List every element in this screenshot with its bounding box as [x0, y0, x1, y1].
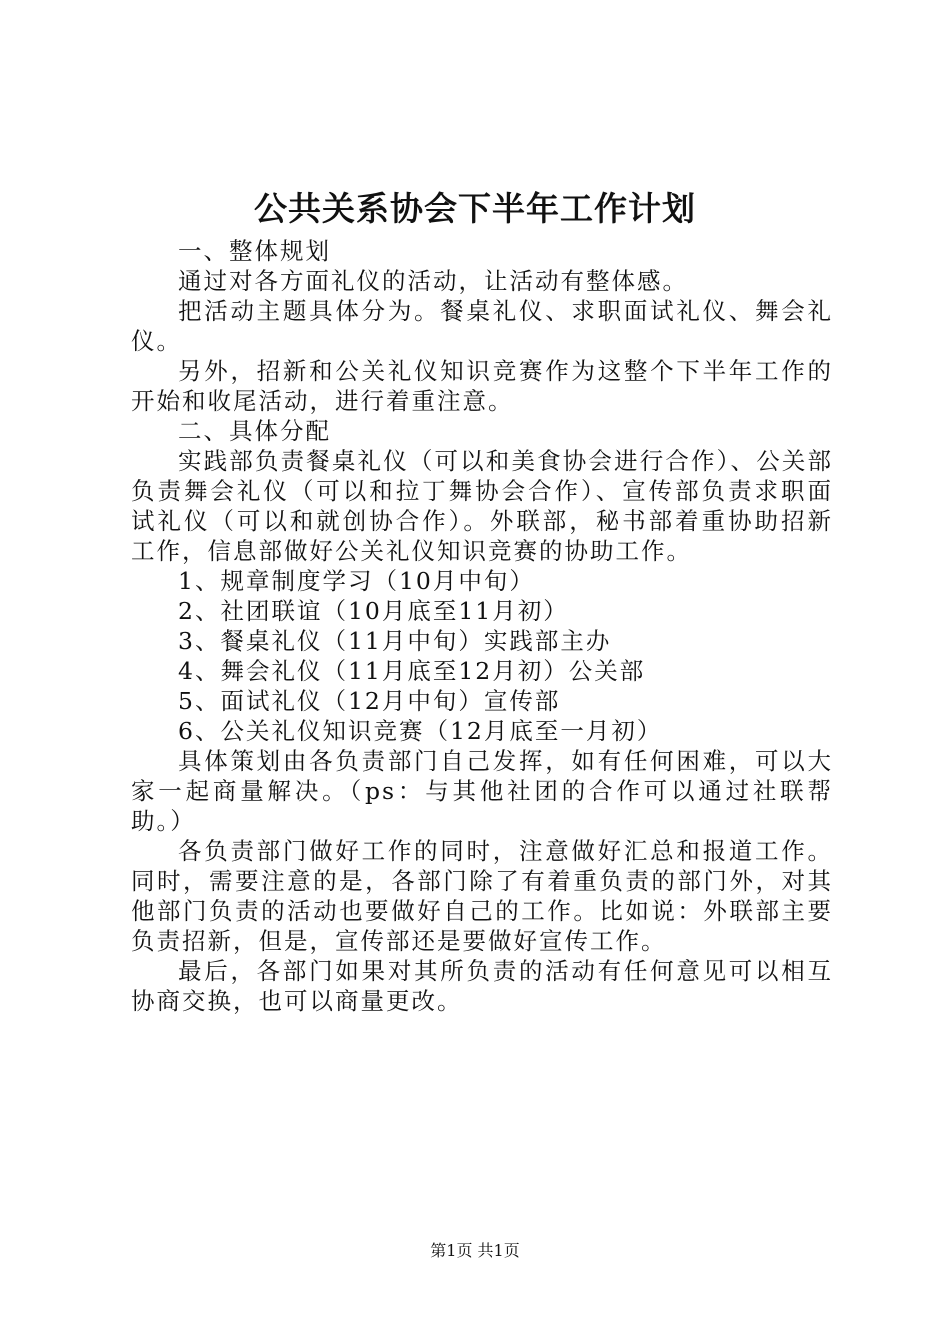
list-item: 3、餐桌礼仪（11月中旬）实践部主办 [178, 627, 612, 655]
paragraph: 具体策划由各负责部门自己发挥，如有任何困难，可以大家一起商量解决。（ps：与其他社团的合作可以通过社联帮助。） [131, 747, 833, 835]
list-item: 2、社团联谊（10月底至11月初） [178, 597, 569, 625]
list-item: 1、规章制度学习（10月中旬） [178, 567, 535, 595]
list-item: 6、公关礼仪知识竞赛（12月底至一月初） [178, 717, 663, 745]
paragraph: 把活动主题具体分为。餐桌礼仪、求职面试礼仪、舞会礼仪。 [131, 297, 833, 355]
paragraph: 最后，各部门如果对其所负责的活动有任何意见可以相互协商交换，也可以商量更改。 [131, 957, 833, 1015]
paragraph: 各负责部门做好工作的同时，注意做好汇总和报道工作。同时，需要注意的是，各部门除了有着重负责的部门外，对其他部门负责的活动也要做好自己的工作。比如说：外联部主要负责招新，但是，宣传部还是要做好宣传工作。 [131, 837, 833, 955]
paragraph: 通过对各方面礼仪的活动，让活动有整体感。 [178, 267, 688, 295]
document-body [131, 236, 833, 1016]
list-item: 4、舞会礼仪（11月底至12月初）公关部 [178, 657, 646, 685]
paragraph: 另外，招新和公关礼仪知识竞赛作为这整个下半年工作的开始和收尾活动，进行着重注意。 [131, 357, 833, 415]
section-heading: 一、整体规划 [178, 237, 331, 265]
document-title: 公共关系协会下半年工作计划 [254, 189, 696, 228]
list-item: 5、面试礼仪（12月中旬）宣传部 [178, 687, 561, 715]
page-footer: 第1页 共1页 [430, 1241, 520, 1260]
paragraph: 实践部负责餐桌礼仪（可以和美食协会进行合作）、公关部负责舞会礼仪（可以和拉丁舞协会合作）、宣传部负责求职面试礼仪（可以和就创协合作）。外联部，秘书部着重协助招新工作，信息部做好公关礼仪知识竞赛的协助工作。 [131, 447, 833, 565]
section-heading: 二、具体分配 [178, 417, 331, 445]
